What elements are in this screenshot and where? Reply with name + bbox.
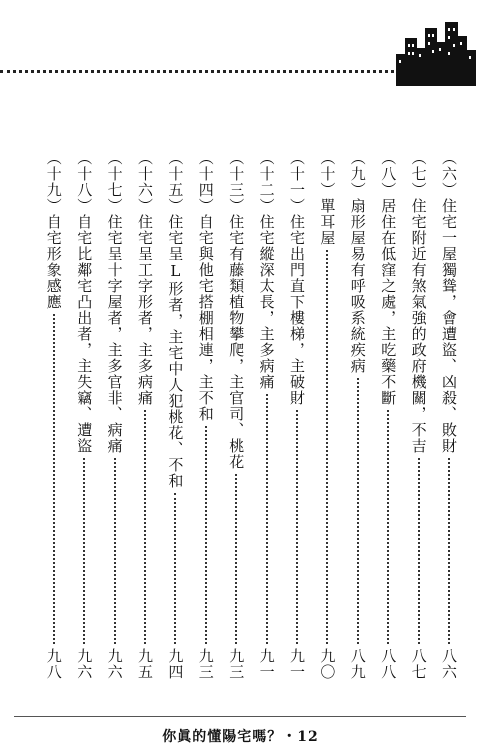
- toc-entry-label: （十一）住宅出門直下樓梯，主破財: [288, 150, 306, 406]
- bottom-rule: [14, 716, 466, 717]
- toc-dot-leader: [387, 410, 389, 644]
- toc-dot-leader: [114, 458, 116, 644]
- toc-entry: [375, 150, 401, 680]
- toc-entry-label: （十四）自宅與他宅搭棚相連，主不和: [196, 150, 215, 422]
- toc-dot-leader: [144, 410, 146, 644]
- toc-entry: [345, 150, 371, 680]
- toc-entry: [406, 150, 432, 680]
- toc-dot-leader: [296, 410, 298, 644]
- toc-entry-label: （十五）住宅呈L形者，主宅中人犯桃花、不和: [166, 150, 185, 489]
- table-of-contents: [22, 150, 462, 680]
- toc-entry-page: 八八: [379, 648, 398, 680]
- toc-entry-page: 九三: [196, 648, 215, 680]
- city-skyline-icon: [396, 20, 476, 86]
- toc-entry-label: （九）扇形屋易有呼吸系統疾病: [348, 150, 367, 374]
- toc-entry: [102, 150, 128, 680]
- toc-entry-label: （六）住宅一屋獨聳，會遭盜、凶殺、敗財: [440, 150, 458, 454]
- toc-entry-page: 九六: [75, 648, 94, 680]
- toc-entry: [162, 150, 188, 680]
- toc-dot-leader: [235, 474, 237, 644]
- top-dotted-rule: [0, 70, 400, 73]
- toc-entry-page: 八九: [348, 648, 367, 680]
- toc-entry: [132, 150, 158, 680]
- toc-entry-page: 八七: [409, 648, 428, 680]
- toc-entry-page: 九〇: [318, 648, 337, 680]
- toc-entry-label: （十七）住宅呈十字屋者，主多官非、病痛: [105, 150, 124, 454]
- toc-dot-leader: [53, 314, 55, 644]
- toc-entry: [254, 150, 280, 680]
- toc-entry-page: 九三: [227, 648, 246, 680]
- toc-dot-leader: [83, 458, 85, 644]
- toc-dot-leader: [266, 394, 268, 644]
- toc-entry-page: 八六: [440, 648, 458, 680]
- toc-entry-label: （十二）住宅縱深太長，主多病痛: [257, 150, 276, 390]
- toc-entry-label: （十九）自宅形象感應: [44, 150, 63, 310]
- toc-entry: [41, 150, 67, 680]
- page-footer: 你眞的懂陽宅嗎？・12: [162, 729, 319, 745]
- toc-entry-label: （七）住宅附近有煞氣強的政府機關，不吉: [409, 150, 428, 454]
- toc-dot-leader: [205, 426, 207, 644]
- toc-entry-page: 九八: [44, 648, 63, 680]
- toc-dot-leader: [357, 378, 359, 644]
- toc-entry-page: 九六: [105, 648, 124, 680]
- toc-entry: [71, 150, 97, 680]
- toc-entry: [314, 150, 340, 680]
- toc-entry-page: 九五: [136, 648, 154, 680]
- toc-dot-leader: [448, 458, 450, 644]
- toc-entry-label: （八）居住在低窪之處，主吃藥不斷: [379, 150, 398, 406]
- toc-dot-leader: [418, 458, 420, 644]
- toc-entry-label: （十六）住宅呈工字形者，主多病痛: [136, 150, 154, 406]
- toc-entry-label: （十八）自宅比鄰宅凸出者，主失竊、遭盜: [75, 150, 94, 454]
- toc-dot-leader: [326, 250, 328, 644]
- toc-dot-leader: [174, 493, 176, 644]
- toc-entry: [223, 150, 249, 680]
- toc-entry: [284, 150, 310, 680]
- toc-entry-page: 九一: [288, 648, 306, 680]
- toc-entry: [436, 150, 462, 680]
- toc-entry-page: 九四: [166, 648, 185, 680]
- toc-entry-page: 九一: [257, 648, 276, 680]
- toc-entry-label: （十）單耳屋: [318, 150, 337, 246]
- toc-entry-label: （十三）住宅有藤類植物攀爬，主官司、桃花: [227, 150, 246, 470]
- toc-entry: [193, 150, 219, 680]
